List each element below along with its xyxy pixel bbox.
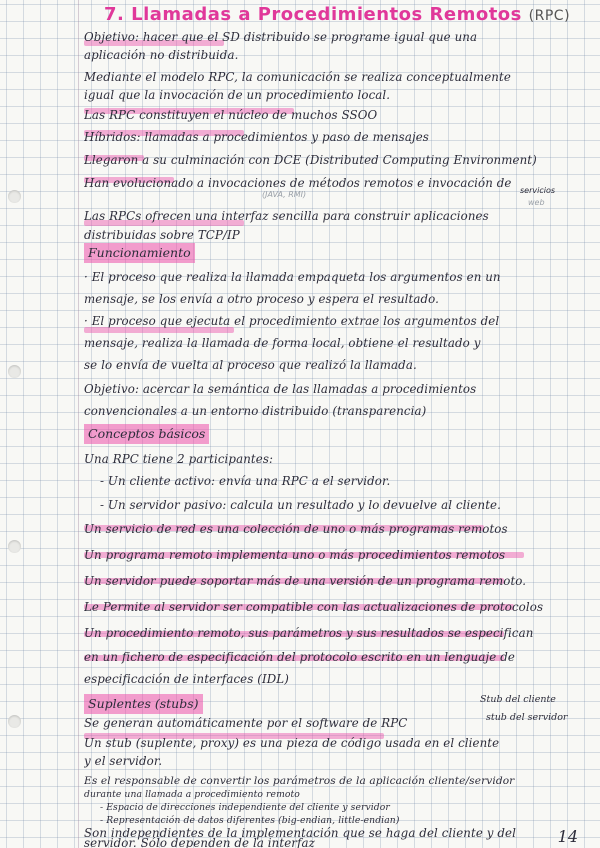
text-line: - Un cliente activo: envía una RPC a el servidor. [100,474,391,488]
binder-hole [8,715,21,728]
text-line: Las RPCs ofrecen una interfaz sencilla para construir aplicaciones [84,209,489,223]
text-line: aplicación no distribuida. [84,48,239,62]
text-line: servidor. Sólo dependen de la interfaz [84,836,315,848]
text-line: - Representación de datos diferentes (big-endian, little-endian) [100,815,400,826]
text-line: Un servidor puede soportar más de una versión de un programa remoto. [84,574,527,588]
heading-conceptos: Conceptos básicos [84,424,209,444]
side-note-stub-cliente: Stub del cliente [480,694,556,705]
text-line: Han evolucionado a invocaciones de métodos remotos e invocación de [84,176,512,190]
text-line: Mediante el modelo RPC, la comunicación se realiza conceptualmente [84,70,511,84]
text-line: · El proceso que realiza la llamada empaqueta los argumentos en un [84,270,501,284]
binder-hole [8,365,21,378]
text-line: mensaje, realiza la llamada de forma local, obtiene el resultado y [84,336,481,350]
text-line: Le Permite al servidor ser compatible con las actualizaciones de protocolos [84,600,544,614]
note-java: (JAVA, RMI) [262,190,307,199]
text-line: Se generan automáticamente por el software de RPC [84,716,408,730]
text-line: en un fichero de especificación del protocolo escrito en un lenguaje de [84,650,515,664]
text-line: Una RPC tiene 2 participantes: [84,452,274,466]
page-title [104,4,594,25]
text-line: - Espacio de direcciones independiente del cliente y servidor [100,802,390,813]
text-line: y el servidor. [84,754,163,768]
text-line: Objetivo: hacer que el SD distribuido se programe igual que una [84,30,478,44]
text-line: Es el responsable de convertir los parámetros de la aplicación cliente/servidor [84,775,515,787]
page-number: 14 [557,827,578,846]
text-line: Son independientes de la implementación que se haga del cliente y del [84,826,516,840]
text-line: durante una llamada a procedimiento remoto [84,789,300,800]
text-line: Llegaron a su culminación con DCE (Distributed Computing Environment) [84,153,537,167]
title-main: 7. Llamadas a Procedimientos Remotos [104,4,522,25]
text-line: igual que la invocación de un procedimiento local. [84,88,391,102]
margin-line [78,0,79,848]
side-note-stub-servidor: stub del servidor [486,712,568,723]
text-line: Las RPC constituyen el núcleo de muchos SSOO [84,108,378,122]
text-line: Un servicio de red es una colección de uno o más programas remotos [84,522,508,536]
note-web: web [528,198,545,207]
text-line: especificación de interfaces (IDL) [84,672,289,686]
binder-hole [8,540,21,553]
binder-hole [8,190,21,203]
text-line: - Un servidor pasivo: calcula un resultado y lo devuelve al cliente. [100,498,501,512]
text-line: Un procedimiento remoto, sus parámetros y sus resultados se especifican [84,626,534,640]
text-line: · El proceso que ejecuta el procedimiento extrae los argumentos del [84,314,500,328]
heading-funcionamiento: Funcionamiento [84,243,195,263]
note-servicios: servicios [520,186,556,195]
text-line: Híbridos: llamadas a procedimientos y paso de mensajes [84,130,429,144]
heading-suplentes: Suplentes (stubs) [84,694,203,714]
text-line: Objetivo: acercar la semántica de las llamadas a procedimientos [84,382,477,396]
text-line: Un programa remoto implementa uno o más procedimientos remotos [84,548,506,562]
text-line: distribuidas sobre TCP/IP [84,228,240,242]
text-line: convencionales a un entorno distribuido (transparencia) [84,404,427,418]
text-line: se lo envía de vuelta al proceso que realizó la llamada. [84,358,417,372]
text-line: mensaje, se los envía a otro proceso y espera el resultado. [84,292,439,306]
binder-holes [8,0,24,848]
text-line: Un stub (suplente, proxy) es una pieza de código usada en el cliente [84,736,500,750]
title-abbr: (RPC) [528,8,571,24]
